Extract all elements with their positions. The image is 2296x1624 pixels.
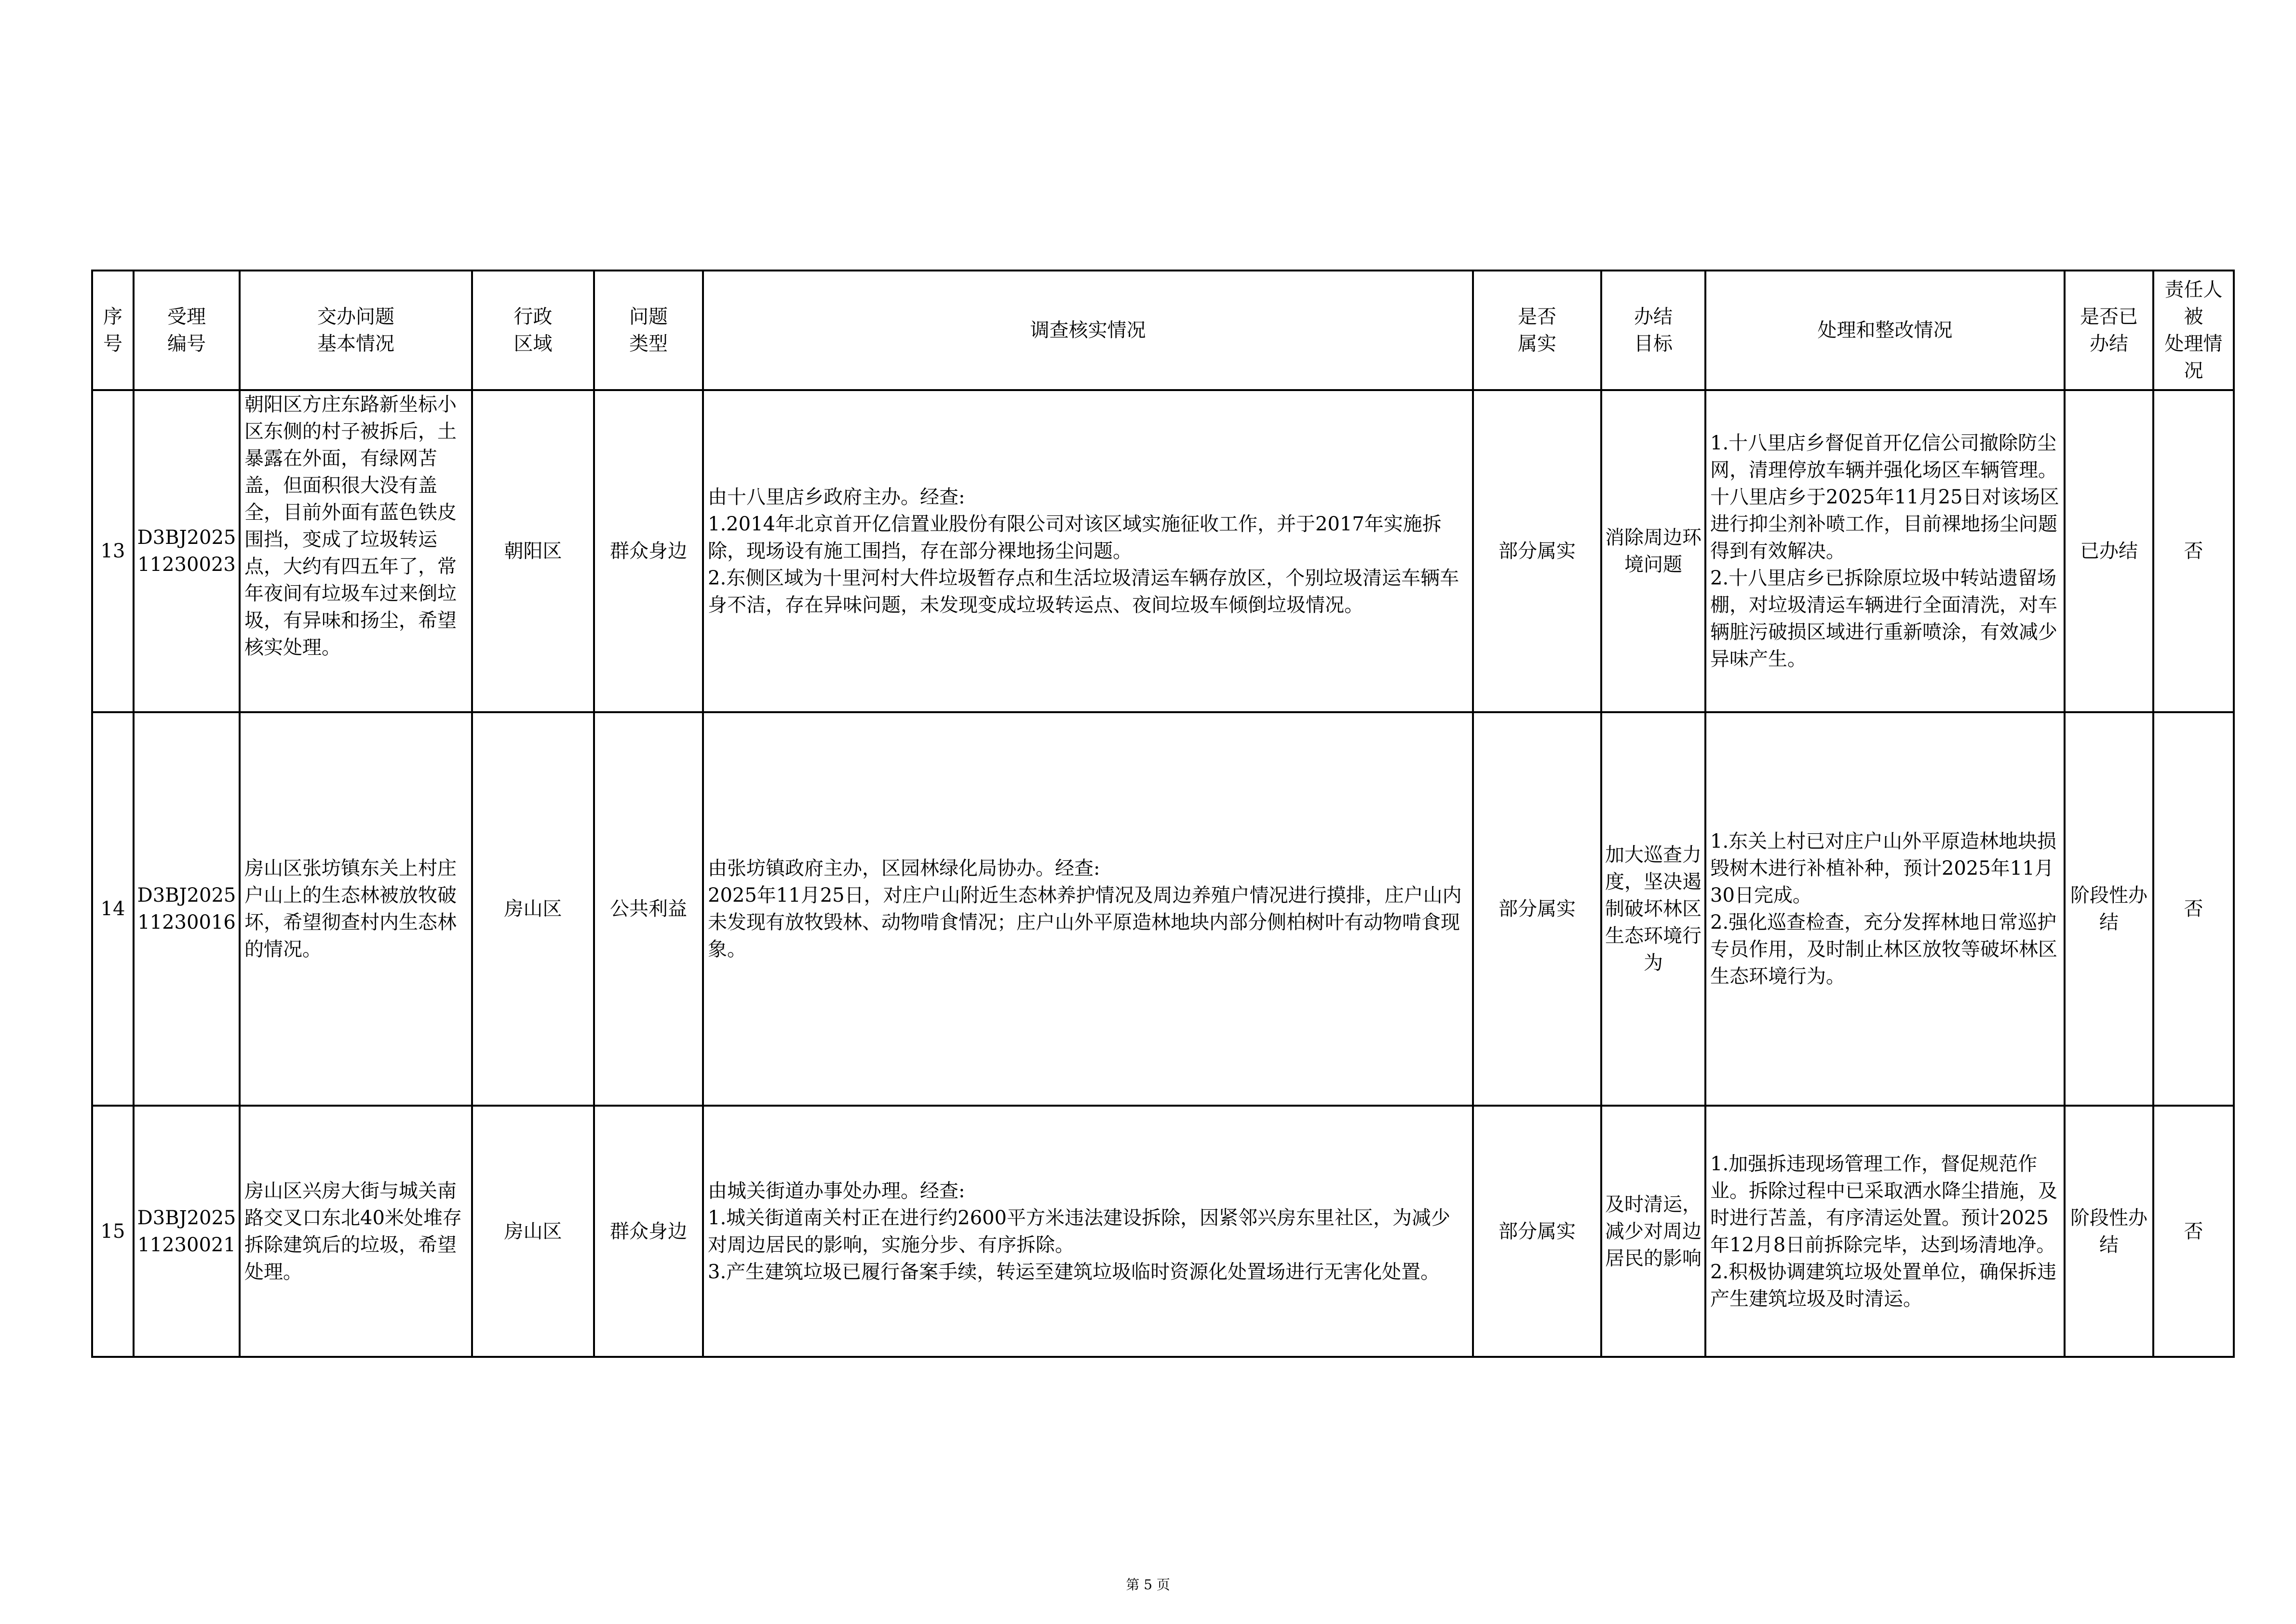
cell-district: 朝阳区: [472, 390, 594, 712]
cell-punished: 否: [2153, 712, 2234, 1106]
cell-closed: 阶段性办结: [2065, 1106, 2153, 1357]
cell-punished: 否: [2153, 1106, 2234, 1357]
header-goal: 办结 目标: [1601, 271, 1705, 390]
header-punished: 责任人 被 处理情 况: [2153, 271, 2234, 390]
table-row: [92, 390, 2234, 712]
cell-handling: 1.东关上村已对庄户山外平原造林地块损毁树木进行补植补种，预计2025年11月30日完成。 2.强化巡查检查，充分发挥林地日常巡护专员作用，及时制止林区放牧等破坏林区生态环境行为。: [1705, 712, 2065, 1106]
cell-investigation: 由张坊镇政府主办，区园林绿化局协办。经查: 2025年11月25日，对庄户山附近生态林养护情况及周边养殖户情况进行摸排，庄户山内未发现有放牧毁林、动物啃食情况；庄户山外平原造林地块内部分侧柏树叶有动物啃食现象。: [703, 712, 1473, 1106]
cell-id: D3BJ2025 11230016: [134, 712, 240, 1106]
header-investigation: 调查核实情况: [703, 271, 1473, 390]
cell-closed: 已办结: [2065, 390, 2153, 712]
cell-id: D3BJ2025 11230021: [134, 1106, 240, 1357]
header-verified: 是否 属实: [1473, 271, 1601, 390]
cell-handling: 1.十八里店乡督促首开亿信公司撤除防尘网，清理停放车辆并强化场区车辆管理。十八里店乡于2025年11月25日对该场区进行抑尘剂补喷工作，目前裸地扬尘问题得到有效解决。 2.十八里店乡已拆除原垃圾中转站遗留场棚，对垃圾清运车辆进行全面清洗，对车辆脏污破损区域进行重新喷涂，有效减少异味产生。: [1705, 390, 2065, 712]
header-problem: 交办问题 基本情况: [240, 271, 472, 390]
cell-district: 房山区: [472, 712, 594, 1106]
cell-type: 群众身边: [594, 390, 703, 712]
cell-problem: 房山区兴房大街与城关南路交叉口东北40米处堆存拆除建筑后的垃圾，希望处理。: [240, 1106, 472, 1357]
cell-id: D3BJ2025 11230023: [134, 390, 240, 712]
cell-verified: 部分属实: [1473, 1106, 1601, 1357]
cell-investigation: 由城关街道办事处办理。经查: 1.城关街道南关村正在进行约2600平方米违法建设拆除，因紧邻兴房东里社区，为减少对周边居民的影响，实施分步、有序拆除。 3.产生建筑垃圾已履行备案手续，转运至建筑垃圾临时资源化处置场进行无害化处置。: [703, 1106, 1473, 1357]
cell-seq: 14: [92, 712, 134, 1106]
cell-type: 群众身边: [594, 1106, 703, 1357]
cell-district: 房山区: [472, 1106, 594, 1357]
cell-type: 公共利益: [594, 712, 703, 1106]
cell-closed: 阶段性办结: [2065, 712, 2153, 1106]
page-number: 第 5 页: [1126, 1577, 1170, 1593]
cell-seq: 15: [92, 1106, 134, 1357]
header-id: 受理 编号: [134, 271, 240, 390]
header-seq: 序 号: [92, 271, 134, 390]
table-header-row: [92, 271, 2234, 390]
cell-seq: 13: [92, 390, 134, 712]
cell-goal: 加大巡查力度，坚决遏制破坏林区生态环境行为: [1601, 712, 1705, 1106]
cell-goal: 消除周边环境问题: [1601, 390, 1705, 712]
cell-investigation: 由十八里店乡政府主办。经查: 1.2014年北京首开亿信置业股份有限公司对该区域实施征收工作，并于2017年实施拆除，现场设有施工围挡，存在部分裸地扬尘问题。 2.东侧区域为十里河村大件垃圾暂存点和生活垃圾清运车辆存放区，个别垃圾清运车辆车身不洁，存在异味问题，未发现变成垃圾转运点、夜间垃圾车倾倒垃圾情况。: [703, 390, 1473, 712]
header-district: 行政 区域: [472, 271, 594, 390]
cell-problem: 房山区张坊镇东关上村庄户山上的生态林被放牧破坏，希望彻查村内生态林的情况。: [240, 712, 472, 1106]
header-type: 问题 类型: [594, 271, 703, 390]
table-row: [92, 712, 2234, 1106]
cell-verified: 部分属实: [1473, 390, 1601, 712]
cell-punished: 否: [2153, 390, 2234, 712]
table-row: [92, 1106, 2234, 1357]
cell-goal: 及时清运，减少对周边居民的影响: [1601, 1106, 1705, 1357]
cell-verified: 部分属实: [1473, 712, 1601, 1106]
cell-handling: 1.加强拆违现场管理工作，督促规范作业。拆除过程中已采取洒水降尘措施，及时进行苫盖，有序清运处置。预计2025年12月8日前拆除完毕，达到场清地净。 2.积极协调建筑垃圾处置单位，确保拆违产生建筑垃圾及时清运。: [1705, 1106, 2065, 1357]
cell-problem: 朝阳区方庄东路新坐标小区东侧的村子被拆后，土暴露在外面，有绿网苫盖，但面积很大没有盖全，目前外面有蓝色铁皮围挡，变成了垃圾转运点，大约有四五年了，常年夜间有垃圾车过来倒垃圾，有异味和扬尘，希望核实处理。: [240, 390, 472, 712]
header-closed: 是否已 办结: [2065, 271, 2153, 390]
header-handling: 处理和整改情况: [1705, 271, 2065, 390]
complaint-table: [91, 270, 2235, 1358]
